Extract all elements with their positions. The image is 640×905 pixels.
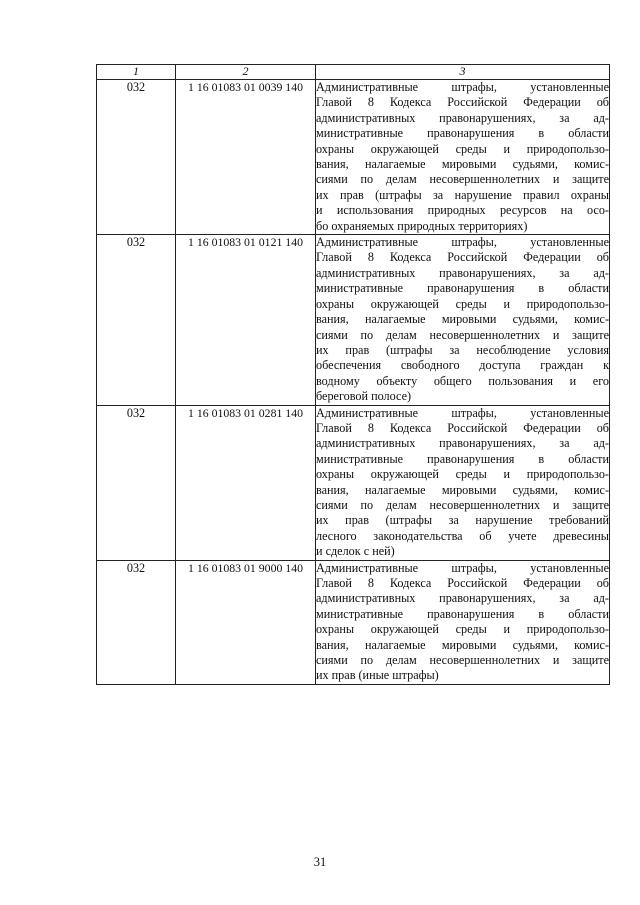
description-line: административных правонарушениях, за ад- <box>316 591 609 606</box>
description-line: министративные правонарушения в области <box>316 451 609 466</box>
description-line: вания, налагаемые мировыми судьями, комис- <box>316 482 609 497</box>
description-line: Главой 8 Кодекса Российской Федерации об <box>316 250 609 265</box>
description-line: министративные правонарушения в области <box>316 281 609 296</box>
description-line: сиями по делам несовершеннолетних и защите <box>316 497 609 512</box>
description-line: сиями по делам несовершеннолетних и защите <box>316 653 609 668</box>
description-line: их прав (иные штрафы) <box>316 668 439 683</box>
description-line: охраны окружающей среды и природопользо- <box>316 141 609 156</box>
description-line: охраны окружающей среды и природопользо- <box>316 467 609 482</box>
description-line: административных правонарушениях, за ад- <box>316 436 609 451</box>
description-line: Главой 8 Кодекса Российской Федерации об <box>316 576 609 590</box>
budget-codes-table <box>96 64 610 685</box>
description-line: Административные штрафы, установленные <box>316 80 609 94</box>
admin-code-cell: 032 <box>97 235 176 405</box>
description-line: министративные правонарушения в области <box>316 126 609 141</box>
description-line: сиями по делам несовершеннолетних и защите <box>316 172 609 187</box>
description-line: административных правонарушениях, за ад- <box>316 265 609 280</box>
description-line: их прав (штрафы за несоблюдение условия <box>316 342 609 357</box>
admin-code-cell: 032 <box>97 560 176 684</box>
description-line: водному объекту общего пользования и его <box>316 373 609 388</box>
description-line: лесного законодательства об учете древесины <box>316 528 609 543</box>
description-line: Главой 8 Кодекса Российской Федерации об <box>316 420 609 435</box>
description-line: охраны окружающей среды и природопользо- <box>316 622 609 637</box>
description-line: и использования природных ресурсов на осо- <box>316 203 609 218</box>
description-line: вания, налагаемые мировыми судьями, комис- <box>316 312 609 327</box>
budget-classification-code-cell: 1 16 01083 01 0281 140 <box>176 405 316 560</box>
column-header-1: 1 <box>97 65 176 80</box>
description-line: сиями по делам несовершеннолетних и защите <box>316 327 609 342</box>
table-row <box>97 560 610 684</box>
description-line: охраны окружающей среды и природопользо- <box>316 296 609 311</box>
page-number: 31 <box>313 855 327 869</box>
description-line: обеспечения свободного доступа граждан к <box>316 358 609 373</box>
budget-classification-code-cell: 1 16 01083 01 0039 140 <box>176 80 316 235</box>
description-line: Административные штрафы, установленные <box>316 405 609 420</box>
description-line: их прав (штрафы за нарушение требований <box>316 513 609 528</box>
admin-code-cell: 032 <box>97 405 176 560</box>
description-line: Административные штрафы, установленные <box>316 235 609 250</box>
budget-classification-code-cell: 1 16 01083 01 9000 140 <box>176 560 316 684</box>
column-header-2: 2 <box>176 65 316 80</box>
description-line: Главой 8 Кодекса Российской Федерации об <box>316 95 609 110</box>
revenue-description-cell <box>316 405 610 560</box>
revenue-description-cell <box>316 80 610 235</box>
admin-code-cell: 032 <box>97 80 176 235</box>
revenue-description-cell <box>316 235 610 405</box>
revenue-description-cell <box>316 560 610 684</box>
description-line: административных правонарушениях, за ад- <box>316 110 609 125</box>
column-header-3: 3 <box>316 65 610 80</box>
description-line: вания, налагаемые мировыми судьями, комис- <box>316 637 609 652</box>
budget-classification-code-cell: 1 16 01083 01 0121 140 <box>176 235 316 405</box>
description-line: Административные штрафы, установленные <box>316 560 609 575</box>
table-row <box>97 405 610 560</box>
description-line: министративные правонарушения в области <box>316 606 609 621</box>
description-line: и сделок с ней) <box>316 544 395 559</box>
table-row <box>97 80 610 235</box>
description-line: вания, налагаемые мировыми судьями, комис- <box>316 157 609 172</box>
description-line: береговой полосе) <box>316 389 412 404</box>
description-line: бо охраняемых природных территориях) <box>316 218 528 233</box>
description-line: их прав (штрафы за нарушение правил охраны <box>316 187 609 202</box>
table-row <box>97 235 610 405</box>
table-header-row <box>97 65 610 80</box>
